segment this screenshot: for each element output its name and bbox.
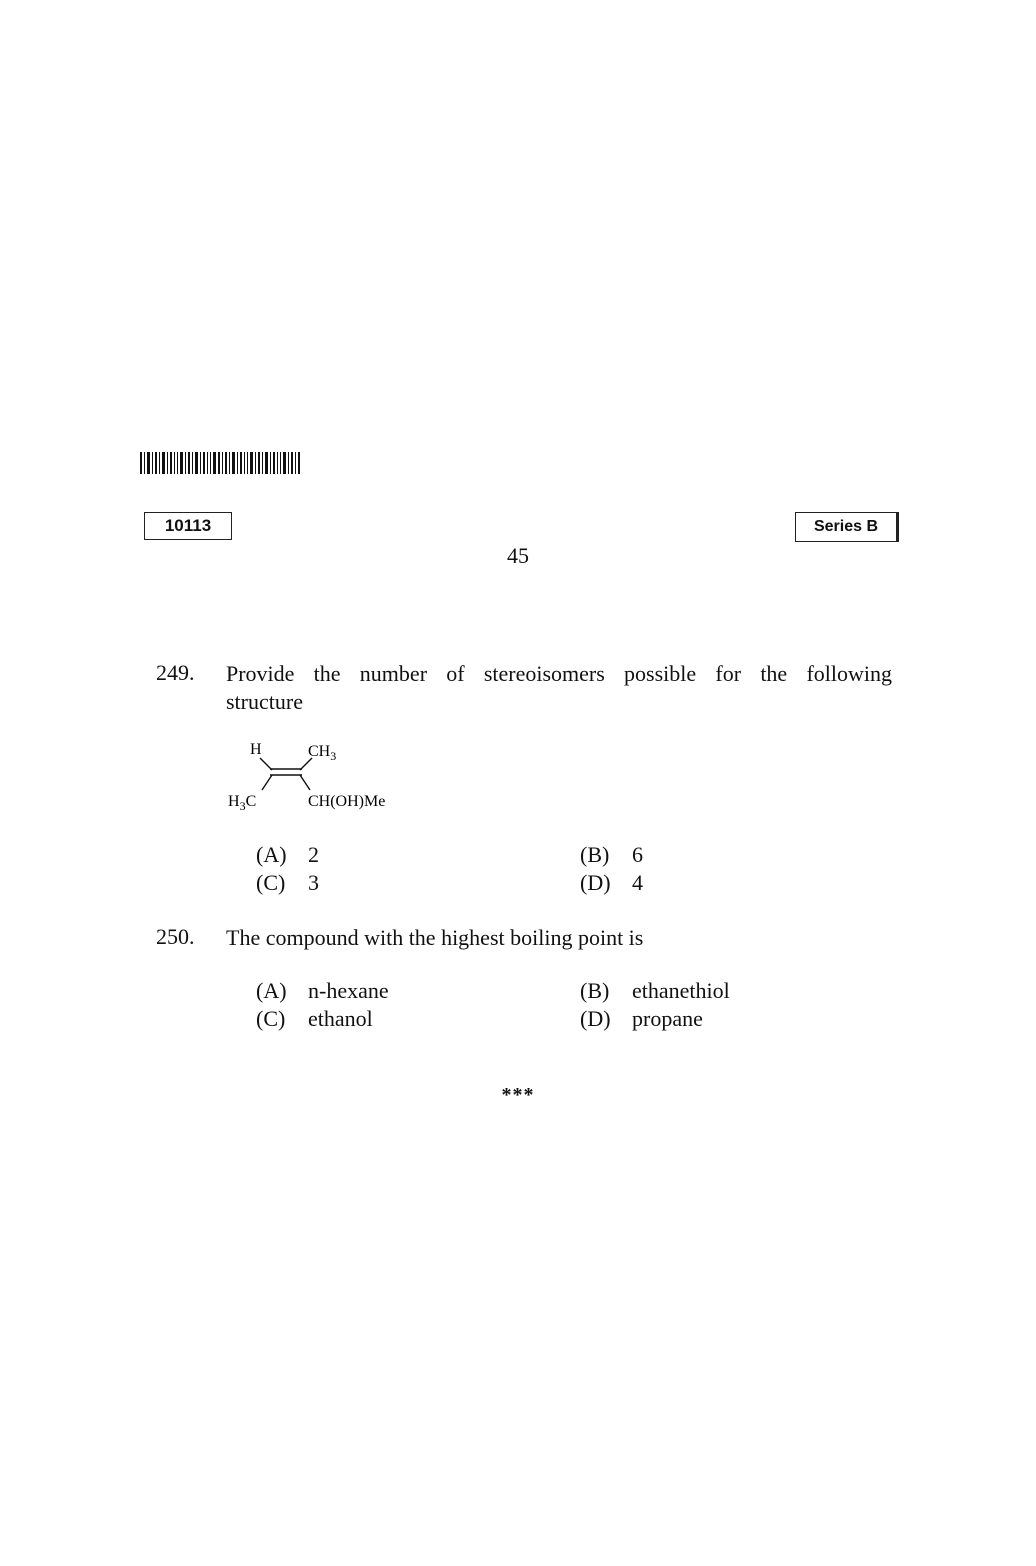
barcode-image: [140, 452, 300, 474]
label-h3c-bottom-left: $H_3C$: [228, 793, 257, 813]
end-of-paper-mark: ***: [501, 1084, 535, 1106]
option-249-a: [256, 842, 319, 868]
option-letter: (A): [256, 842, 287, 867]
series-label: Series B: [813, 518, 879, 535]
option-letter: (B): [580, 842, 610, 867]
question-249-text: Provide the number of stereoisomers possible for the following: [226, 661, 892, 686]
option-value: ethanethiol: [632, 978, 730, 1003]
option-value: ethanol: [308, 1006, 373, 1031]
option-250-a: [256, 978, 389, 1004]
alkene-structure-diagram: [228, 738, 440, 818]
option-value: 4: [632, 870, 643, 895]
option-value: 2: [308, 842, 319, 867]
page-number: 45: [507, 543, 529, 568]
option-250-d: [580, 1006, 703, 1032]
paper-code-box: [144, 512, 232, 540]
question-250-text: The compound with the highest boiling point is: [226, 925, 644, 950]
option-letter: (D): [580, 870, 611, 895]
option-250-b: [580, 978, 730, 1004]
label-ch3-top-right: $CH_3$: [308, 743, 337, 763]
question-249-number: 249.: [156, 660, 195, 685]
option-value: n-hexane: [308, 978, 389, 1003]
option-value: 6: [632, 842, 643, 867]
question-249-text-continued: structure: [226, 689, 303, 714]
question-250-number: 250.: [156, 924, 195, 949]
option-letter: (C): [256, 870, 286, 895]
option-value: propane: [632, 1006, 703, 1031]
option-letter: (C): [256, 1006, 286, 1031]
series-box: [795, 512, 899, 542]
option-249-b: [580, 842, 643, 868]
option-value: 3: [308, 870, 319, 895]
label-h-top-left: H: [250, 741, 262, 758]
option-249-d: [580, 870, 643, 896]
label-ch-oh-me-bottom-right: CH(OH)Me: [308, 793, 386, 810]
option-249-c: [256, 870, 319, 896]
option-letter: (A): [256, 978, 287, 1003]
option-letter: (B): [580, 978, 610, 1003]
option-letter: (D): [580, 1006, 611, 1031]
paper-code: 10113: [164, 516, 212, 535]
option-250-c: [256, 1006, 373, 1032]
